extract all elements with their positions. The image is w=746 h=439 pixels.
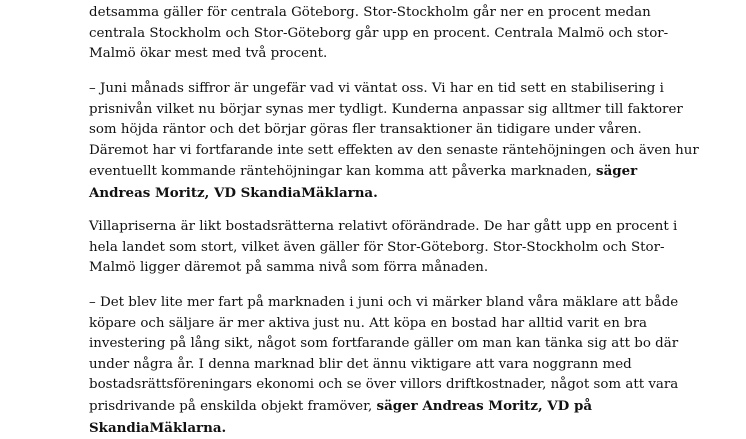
text-line — [89, 161, 664, 183]
speaker-attribution: säger — [596, 163, 638, 180]
text-line: Villapriserna är likt bostadsrätterna relativt oförändrade. De har gått upp en procent i — [89, 219, 678, 234]
text-line: bostadsrättsföreningars ekonomi och se över villors driftkostnader, något som att vara — [89, 377, 679, 393]
text-line: prisnivån vilket nu börjar synas mer tydligt. Kunderna anpassar sig alltmer till faktorer — [89, 101, 683, 117]
text-line: Malmö ligger däremot på samma nivå som förra månaden. — [89, 260, 489, 276]
paragraph-4 — [89, 293, 679, 439]
text-line: centrala Stockholm och Stor-Göteborg går upp en procent. Centrala Malmö och stor- — [89, 25, 669, 41]
text-line — [89, 183, 664, 205]
text-line — [89, 396, 664, 418]
text-line: detsamma gäller för centrala Göteborg. Stor-Stockholm går ner en procent medan — [89, 5, 651, 20]
text-line: – Det blev lite mer fart på marknaden i juni och vi märker bland våra mäklare att både — [89, 295, 679, 310]
text-line: Malmö ökar mest med två procent. — [89, 46, 328, 62]
speaker-attribution: SkandiaMäklarna. — [89, 419, 227, 436]
paragraph-2 — [89, 79, 699, 205]
speaker-attribution: Andreas Moritz, VD SkandiaMäklarna. — [89, 184, 378, 201]
text-line — [89, 418, 664, 439]
text-line: – Juni månads siffror är ungefär vad vi väntat oss. Vi har en tid sett en stabilisering i — [89, 81, 664, 96]
text-line: investering på lång sikt, något som fortfarande gäller om man kan tänka sig att bo där — [89, 336, 679, 352]
paragraph-3 — [89, 217, 678, 279]
text-line: hela landet som stort, vilket även gäller för Stor-Göteborg. Stor-Stockholm och Stor- — [89, 239, 665, 255]
speaker-attribution: säger Andreas Moritz, VD på — [376, 397, 592, 414]
text-line: köpare och säljare är mer aktiva just nu. Att köpa en bostad har alltid varit en bra — [89, 315, 648, 331]
text-line: under några år. I denna marknad blir det ännu viktigare att vara noggrann med — [89, 356, 632, 372]
text-run: eventuellt kommande räntehöjningar kan komma att påverka marknaden, — [89, 164, 597, 180]
text-line: Däremot har vi fortfarande inte sett effekten av den senaste räntehöjningen och även hur — [89, 142, 699, 158]
text-run: prisdrivande på enskilda objekt framöver, — [89, 398, 377, 414]
text-line: som höjda räntor och det börjar göras fler transaktioner än tidigare under våren. — [89, 122, 642, 138]
paragraph-1 — [89, 3, 669, 65]
